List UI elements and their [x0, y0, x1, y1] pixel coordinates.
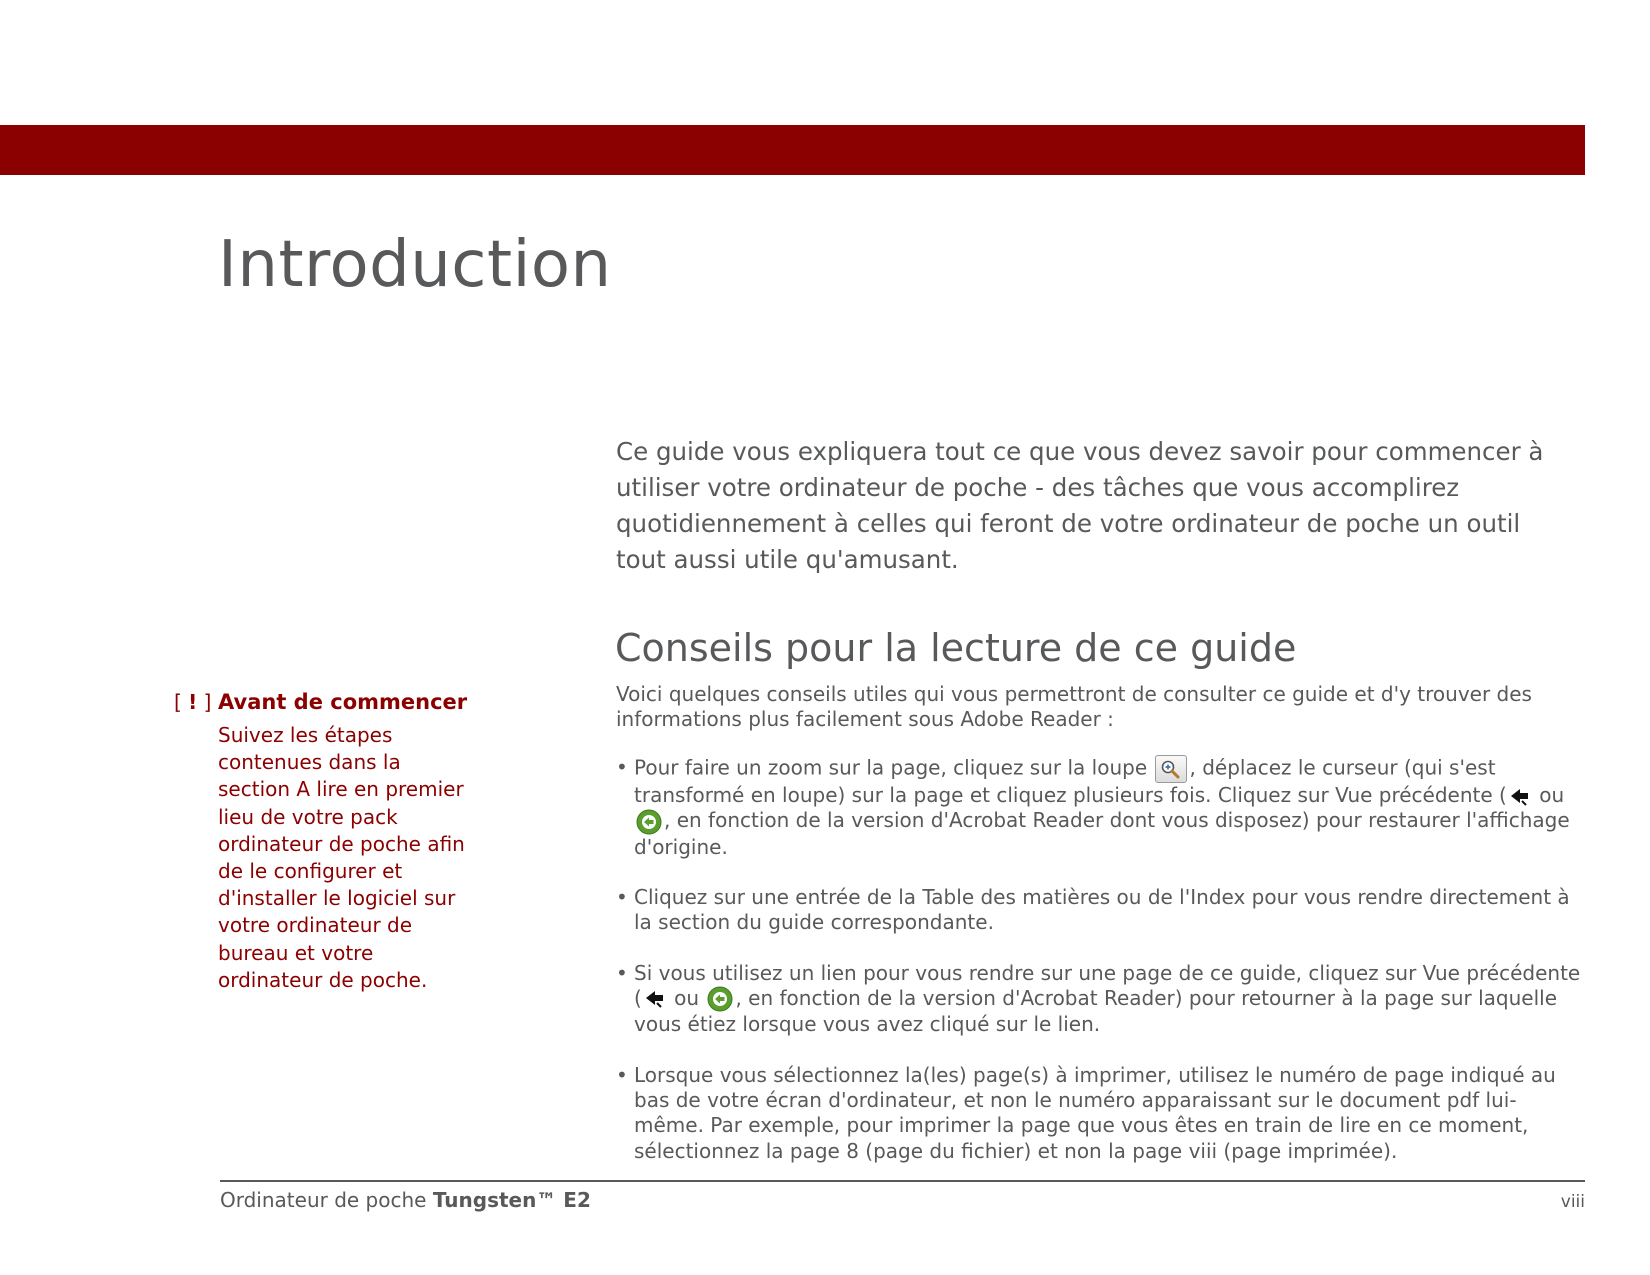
tips-list [616, 755, 1581, 1164]
footer-product [220, 1188, 591, 1212]
section-heading: Conseils pour la lecture de ce guide [615, 626, 1297, 670]
back-round-icon [707, 986, 733, 1012]
page-title: Introduction [218, 228, 612, 302]
bullet: • [616, 755, 628, 779]
tip-text: Pour faire un zoom sur la page, cliquez sur la loupe [634, 755, 1154, 780]
section-intro: Voici quelques conseils utiles qui vous permettront de consulter ce guide et d'y trouver des informations plus facilement sous Adobe Reader : [616, 682, 1532, 731]
tip-text: Lorsque vous sélectionnez la(les) page(s) à imprimer, utilisez le numéro de page indiqué au bas de votre écran d'ordinateur, et non le numéro apparaissant sur le document pdf lui-même. Par exemple, pour imprimer la page que vous êtes en train de lire en ce moment, sélectionnez la page 8 (page du fichier) et non la page viii (page imprimée). [634, 1062, 1556, 1163]
tip-text: ou [1532, 783, 1565, 807]
warning-marker [174, 690, 211, 714]
bullet: • [616, 960, 628, 985]
bullet: • [616, 885, 628, 910]
footer-product-prefix: Ordinateur de poche [220, 1188, 433, 1212]
tip-text: Cliquez sur une entrée de la Table des matières ou de l'Index pour vous rendre directement à la section du guide correspondante. [634, 885, 1570, 935]
bullet: • [616, 1062, 628, 1087]
tip-text: Si vous utilisez un lien pour vous rendre sur une page de ce guide, cliquez sur Vue précédente ( [634, 960, 1581, 1010]
page-number: viii [1560, 1192, 1585, 1212]
tip-text: , en fonction de la version d'Acrobat Reader) pour retourner à la page sur laquelle vous étiez lorsque vous avez cliqué sur le lien. [634, 985, 1558, 1037]
tip-zoom [616, 755, 1581, 860]
tip-text: ou [667, 985, 706, 1010]
back-arrow-icon [1509, 786, 1531, 808]
tip-table-of-contents [616, 885, 1581, 936]
tip-printing [616, 1063, 1581, 1164]
intro-paragraph: Ce guide vous expliquera tout ce que vous devez savoir pour commencer à utiliser votre ordinateur de poche - des tâches que vous accomplirez quotidiennement à celles qui feront de votre ordinateur de poche un outil tout aussi utile qu'amusant. [616, 437, 1544, 574]
header-bar [0, 125, 1585, 175]
exclamation-icon: ! [188, 690, 198, 714]
tip-text: , déplacez le curseur (qui s'est transformé en loupe) sur la page et cliquez plusieurs fois. Cliquez sur Vue précédente ( [634, 755, 1507, 807]
magnifier-icon [1155, 755, 1187, 783]
back-arrow-icon [644, 988, 666, 1010]
footer-product-name: Tungsten™ E2 [432, 1188, 591, 1212]
note-body: Suivez les étapes contenues dans la section A lire en premier lieu de votre pack ordinateur de poche afin de le configurer et d'installer le logiciel sur votre ordinateur de bureau et votre ordinateur de poche. [218, 723, 465, 992]
back-round-icon [636, 809, 662, 835]
tip-links [616, 961, 1581, 1038]
bracket-open: [ [174, 690, 189, 714]
bracket-close: ] [197, 690, 212, 714]
note-title: Avant de commencer [218, 690, 468, 714]
tip-text: , en fonction de la version d'Acrobat Reader dont vous disposez) pour restaurer l'affichage d'origine. [634, 808, 1570, 859]
footer-divider [220, 1180, 1585, 1182]
